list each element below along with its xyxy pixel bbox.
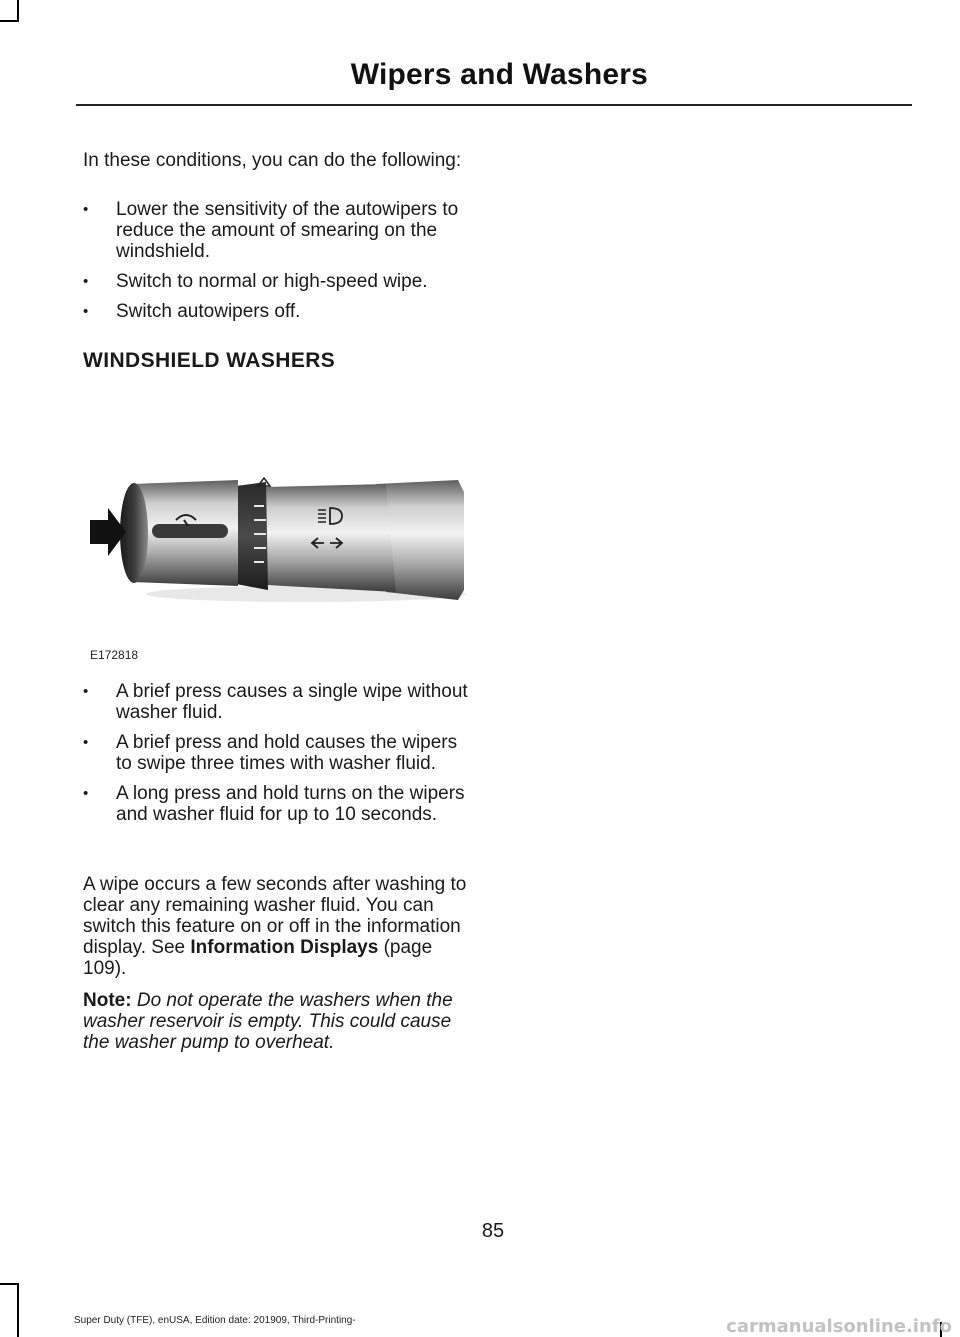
conditions-list <box>83 199 478 322</box>
list-item: • Switch autowipers off. <box>83 301 478 322</box>
crop-mark <box>0 20 19 22</box>
list-item: • Lower the sensitivity of the autowipers to reduce the amount of smearing on the windshield. <box>83 199 478 262</box>
note-label: Note: <box>83 990 132 1011</box>
note-text: Do not operate the washers when the washer reservoir is empty. This could cause the washer pump to overheat. <box>83 990 453 1053</box>
page-title: Wipers and Washers <box>350 58 648 91</box>
page-reference: (page 109). <box>83 937 433 979</box>
watermark: carmanualsonline.info <box>726 1316 952 1337</box>
crop-mark <box>17 1283 19 1337</box>
list-item: • A brief press and hold causes the wipers to swipe three times with washer fluid. <box>83 732 478 774</box>
list-item: • Switch to normal or high-speed wipe. <box>83 271 478 292</box>
washing-paragraph <box>83 874 478 979</box>
body-paragraph <box>83 874 478 979</box>
note-block <box>83 990 478 1053</box>
page-number: 85 <box>481 1220 505 1242</box>
note-paragraph <box>83 990 478 1053</box>
crop-mark <box>0 1283 19 1285</box>
paragraph-text: A wipe occurs a few seconds after washing to clear any remaining washer fluid. You can switch this feature on or off in the information display. See <box>83 874 467 958</box>
wiper-stalk-illustration <box>86 462 466 632</box>
cross-reference-link[interactable]: Information Displays <box>190 937 379 958</box>
washer-list <box>83 681 478 825</box>
wiper-stalk-image <box>86 462 466 632</box>
crop-mark <box>17 0 19 22</box>
list-item: • A long press and hold turns on the wipers and washer fluid for up to 10 seconds. <box>83 783 478 825</box>
figure-code: E172818 <box>90 648 139 662</box>
section-heading: WINDSHIELD WASHERS <box>83 349 336 372</box>
list-item: • A brief press causes a single wipe without washer fluid. <box>83 681 478 723</box>
conditions-list-block <box>83 199 478 322</box>
header-rule <box>76 104 912 106</box>
footer-text: Super Duty (TFE), enUSA, Edition date: 201909, Third-Printing- <box>74 1315 356 1326</box>
intro-block <box>83 150 478 171</box>
washer-list-block <box>83 681 478 825</box>
intro-text: In these conditions, you can do the following: <box>83 150 462 171</box>
